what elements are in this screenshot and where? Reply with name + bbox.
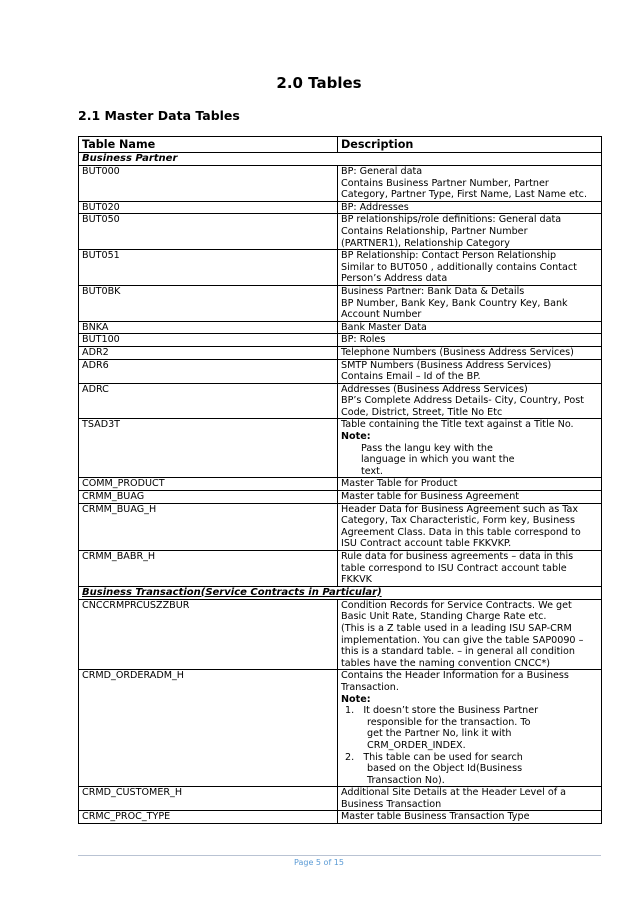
description-line: Person’s Address data	[341, 273, 448, 285]
table-row	[79, 383, 602, 419]
table-name-cell: BUT051	[79, 250, 338, 286]
description-line: Condition Records for Service Contracts. We get	[341, 599, 572, 611]
table-name-cell: CRMC_PROC_TYPE	[79, 811, 338, 824]
description-line: table correspond to ISU Contract account table	[341, 562, 567, 574]
business-partner-rows-2	[79, 478, 602, 586]
description-line: Contains Relationship, Partner Number	[341, 225, 528, 237]
table-row	[79, 250, 602, 286]
description-cell	[338, 359, 602, 383]
table-row	[79, 346, 602, 359]
note-line: Pass the langu key with the	[361, 442, 493, 454]
business-transaction-rows	[79, 787, 602, 824]
description-line: Additional Site Details at the Header Level of a	[341, 787, 567, 799]
description-cell	[338, 419, 602, 478]
description-line: Bank Master Data	[341, 321, 427, 333]
description-line: Telephone Numbers (Business Address Services)	[341, 346, 574, 358]
description-line: implementation. You can give the table SAP0090 –	[341, 634, 584, 646]
item-text: get the Partner No, link it with	[367, 728, 512, 740]
description-line: Rule data for business agreements – data in this	[341, 551, 574, 562]
footer-divider	[78, 855, 601, 856]
table-row	[79, 166, 602, 202]
description-cell	[338, 787, 602, 811]
master-data-table	[78, 136, 602, 824]
table-name-cell: BUT000	[79, 166, 338, 202]
table-name-cell: ADRC	[79, 383, 338, 419]
table-row	[79, 599, 602, 670]
table-row	[79, 285, 602, 321]
table-header-row	[79, 137, 602, 153]
note-label: Note:	[341, 693, 371, 705]
table-row	[79, 670, 602, 787]
description-cell	[338, 383, 602, 419]
description-cell	[338, 491, 602, 504]
table-name-cell: CRMM_BABR_H	[79, 551, 338, 587]
item-text: Transaction No).	[367, 774, 445, 786]
table-row	[79, 334, 602, 347]
table-name-cell: COMM_PRODUCT	[79, 478, 338, 491]
page-title: 2.0 Tables	[276, 74, 362, 92]
description-line: BP Number, Bank Key, Bank Country Key, Bank	[341, 297, 568, 309]
table-name-cell: CRMM_BUAG	[79, 491, 338, 504]
item-text: CRM_ORDER_INDEX.	[367, 739, 466, 751]
table-row	[79, 811, 602, 824]
table-name-cell: ADR2	[79, 346, 338, 359]
section-heading: 2.1 Master Data Tables	[78, 108, 240, 123]
description-line: BP: Roles	[341, 334, 386, 346]
description-cell	[338, 670, 602, 787]
description-line: Contains Email – Id of the BP.	[341, 371, 481, 383]
item-text: based on the Object Id(Business	[367, 763, 523, 775]
table-row	[79, 201, 602, 214]
description-line: Category, Tax Characteristic, Form key, Business	[341, 515, 576, 527]
item-text: This table can be used for search	[363, 751, 523, 763]
description-cell	[338, 166, 602, 202]
description-line: BP relationships/role definitions: General data	[341, 214, 562, 226]
column-header-description: Description	[338, 137, 602, 153]
description-line: SMTP Numbers (Business Address Services)	[341, 359, 552, 371]
description-line: Contains Business Partner Number, Partner	[341, 177, 549, 189]
table-name-cell: BUT0BK	[79, 285, 338, 321]
description-cell	[338, 214, 602, 250]
table-name-cell: CRMD_CUSTOMER_H	[79, 787, 338, 811]
item-number: 1.	[345, 705, 355, 717]
description-cell	[338, 346, 602, 359]
description-line: this is a standard table. – in general all condition	[341, 646, 575, 658]
description-line: Similar to BUT050 , additionally contains Contact	[341, 261, 577, 273]
table-row	[79, 214, 602, 250]
description-line: Category, Partner Type, First Name, Last Name etc.	[341, 189, 587, 201]
description-line: ISU Contract account table FKKVKP.	[341, 538, 512, 550]
description-cell	[338, 478, 602, 491]
section-row-business-transaction	[79, 586, 602, 599]
table-row	[79, 321, 602, 334]
item-text: responsible for the transaction. To	[367, 716, 531, 728]
description-cell	[338, 599, 602, 670]
description-line: Account Number	[341, 309, 422, 321]
table-name-cell: CRMM_BUAG_H	[79, 503, 338, 550]
table-row	[79, 551, 602, 587]
note-line: language in which you want the	[361, 454, 515, 466]
numbered-item	[341, 752, 598, 764]
description-line: (PARTNER1), Relationship Category	[341, 237, 510, 249]
description-line: Header Data for Business Agreement such as Tax	[341, 503, 579, 515]
description-cell	[338, 250, 602, 286]
page-number: Page 5 of 15	[294, 858, 344, 867]
description-cell	[338, 201, 602, 214]
section-label: Business Partner	[79, 153, 602, 166]
description-cell	[338, 551, 602, 587]
column-header-table-name: Table Name	[79, 137, 338, 153]
description-line: Addresses (Business Address Services)	[341, 383, 528, 395]
table-name-cell: BNKA	[79, 321, 338, 334]
description-line: Table containing the Title text against a Title No.	[341, 419, 574, 431]
table-name-cell: CRMD_ORDERADM_H	[79, 670, 338, 787]
description-cell	[338, 811, 602, 824]
table-name-cell: BUT100	[79, 334, 338, 347]
description-line: Business Transaction	[341, 798, 442, 810]
description-line: Business Partner: Bank Data & Details	[341, 285, 525, 297]
description-line: Master table Business Transaction Type	[341, 811, 530, 823]
item-number: 2.	[345, 751, 355, 763]
table-row	[79, 491, 602, 504]
description-cell	[338, 503, 602, 550]
table-name-cell: TSAD3T	[79, 419, 338, 478]
description-line: Basic Unit Rate, Standing Charge Rate etc.	[341, 611, 547, 623]
description-line: Contains the Header Information for a Business	[341, 670, 569, 682]
table-name-cell: CNCCRMPRCUSZZBUR	[79, 599, 338, 670]
description-line: (This is a Z table used in a leading ISU SAP-CRM	[341, 622, 572, 634]
description-line: BP Relationship: Contact Person Relationship	[341, 250, 557, 262]
description-line: BP: General data	[341, 166, 423, 177]
table-row	[79, 419, 602, 478]
numbered-item	[341, 705, 598, 717]
description-line: Transaction.	[341, 681, 399, 693]
table-name-cell: BUT050	[79, 214, 338, 250]
business-partner-rows	[79, 166, 602, 419]
description-line: BP’s Complete Address Details- City, Country, Post	[341, 395, 584, 407]
section-label: Business Transaction(Service Contracts in Particular)	[79, 586, 602, 599]
note-line: text.	[361, 465, 383, 477]
description-line: BP: Addresses	[341, 201, 409, 213]
description-line: Master Table for Product	[341, 478, 458, 490]
section-row-business-partner	[79, 153, 602, 166]
description-line: Agreement Class. Data in this table correspond to	[341, 526, 581, 538]
table-row	[79, 359, 602, 383]
table-name-cell: ADR6	[79, 359, 338, 383]
description-line: FKKVK	[341, 574, 372, 586]
description-cell	[338, 285, 602, 321]
description-line: Code, District, Street, Title No Etc	[341, 406, 503, 418]
note-label: Note:	[341, 431, 371, 443]
table-name-cell: BUT020	[79, 201, 338, 214]
description-cell	[338, 321, 602, 334]
description-line: Master table for Business Agreement	[341, 491, 520, 503]
description-cell	[338, 334, 602, 347]
table-row	[79, 503, 602, 550]
description-line: tables have the naming convention CNCC*)	[341, 657, 551, 669]
table-row	[79, 478, 602, 491]
table-row	[79, 787, 602, 811]
item-text: It doesn’t store the Business Partner	[363, 705, 539, 717]
